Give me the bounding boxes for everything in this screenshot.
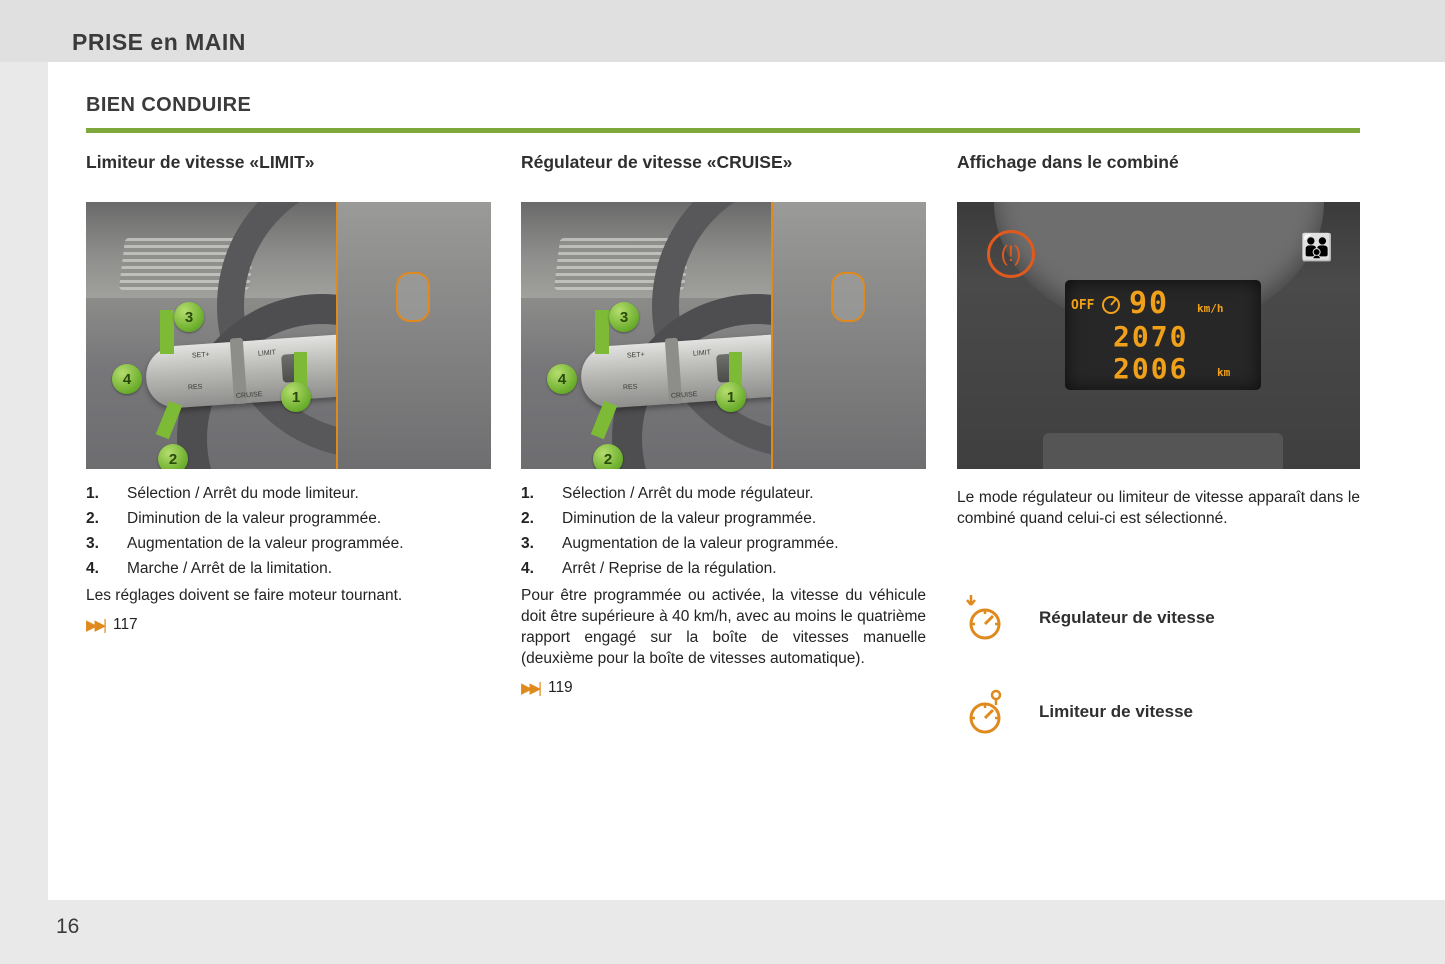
limiter-steps <box>86 483 491 579</box>
limiter-paragraph: Les réglages doivent se faire moteur tournant. <box>86 587 403 604</box>
cruise-steps <box>521 483 926 579</box>
page-header-title: PRISE en MAIN <box>72 29 246 55</box>
stalk-label-limit: LIMIT <box>692 349 712 358</box>
stalk-label-limit: LIMIT <box>257 349 277 358</box>
steering-knob-highlight <box>831 272 865 322</box>
limiter-page-reference-number: 117 <box>112 616 138 633</box>
step-text: Diminution de la valeur programmée. <box>127 510 382 527</box>
lcd-display <box>1065 280 1261 390</box>
limiter-heading: Limiteur de vitesse «LIMIT» <box>86 152 315 172</box>
stalk-label-res: RES <box>187 383 203 392</box>
limiter-page-reference[interactable] <box>86 616 491 634</box>
step-number: 1. <box>86 485 99 502</box>
list-item <box>521 508 926 529</box>
list-item <box>86 558 491 579</box>
callout-3: 3 <box>174 302 204 332</box>
lcd-speed-value: 90 <box>1129 286 1170 321</box>
list-item <box>86 508 491 529</box>
stalk-label-cruise: CRUISE <box>235 391 263 400</box>
speed-limiter-gauge-icon <box>1099 292 1123 314</box>
callout-1: 1 <box>716 382 746 412</box>
cruise-paragraph: Pour être programmée ou activée, la vitesse du véhicule doit être supérieure à 40 km/h, avec au moins le quatrième rapport engagé sur la boîte de vitesses manuelle (deuxième pour la boîte de vitesses automatique). <box>521 587 926 667</box>
arrow-down-3 <box>160 310 174 354</box>
step-text: Arrêt / Reprise de la régulation. <box>562 560 777 577</box>
seatbelt-warning-icon: 👪 <box>1300 231 1334 262</box>
lcd-odometer-value: 2006 <box>1113 352 1189 385</box>
page-ref-arrow-icon: ▶▶| <box>521 680 539 697</box>
page-number: 16 <box>56 915 80 938</box>
step-number: 4. <box>521 560 534 577</box>
cruise-heading: Régulateur de vitesse «CRUISE» <box>521 152 793 172</box>
lcd-mode-off: OFF <box>1071 298 1095 313</box>
cruise-inset <box>771 202 926 469</box>
stalk-label-set: SET+ <box>191 351 210 360</box>
step-number: 4. <box>86 560 99 577</box>
section-title: BIEN CONDUIRE <box>86 94 252 116</box>
list-item <box>86 483 491 504</box>
display-heading: Affichage dans le combiné <box>957 152 1179 172</box>
cruise-page-reference[interactable] <box>521 679 926 697</box>
step-number: 3. <box>86 535 99 552</box>
page-header <box>0 0 1445 62</box>
callout-4: 4 <box>112 364 142 394</box>
lcd-trip-value: 2070 <box>1113 320 1189 353</box>
instrument-cluster-figure <box>957 202 1360 469</box>
limiter-inset <box>336 202 491 469</box>
page-ref-arrow-icon: ▶▶| <box>86 617 104 634</box>
legend-item-limiter <box>957 685 1360 739</box>
step-text: Augmentation de la valeur programmée. <box>562 535 839 552</box>
list-item <box>86 533 491 554</box>
step-text: Augmentation de la valeur programmée. <box>127 535 404 552</box>
callout-1: 1 <box>281 382 311 412</box>
callout-4: 4 <box>547 364 577 394</box>
cruise-figure <box>521 202 926 469</box>
cruise-page-reference-number: 119 <box>547 679 573 696</box>
list-item <box>521 533 926 554</box>
legend-label-limiter: Limiteur de vitesse <box>1039 702 1194 721</box>
callout-2: 2 <box>593 444 623 469</box>
speed-limiter-icon <box>957 685 1017 739</box>
column-cruise <box>521 150 926 697</box>
stalk-label-cruise: CRUISE <box>670 391 698 400</box>
step-text: Sélection / Arrêt du mode limiteur. <box>127 485 359 502</box>
callout-2: 2 <box>158 444 188 469</box>
step-number: 3. <box>521 535 534 552</box>
legend-item-cruise <box>957 591 1360 645</box>
list-item <box>521 483 926 504</box>
steering-knob-highlight <box>396 272 430 322</box>
limiter-figure <box>86 202 491 469</box>
lcd-odometer-unit: km <box>1217 366 1231 379</box>
lcd-speed-unit: km/h <box>1197 302 1224 315</box>
section-divider <box>86 128 1360 133</box>
brake-warning-icon: (!) <box>987 230 1035 278</box>
stalk-label-res: RES <box>622 383 638 392</box>
column-display <box>957 150 1360 739</box>
cruise-control-icon <box>957 591 1017 645</box>
callout-3: 3 <box>609 302 639 332</box>
legend-label-cruise: Régulateur de vitesse <box>1039 608 1215 627</box>
list-item <box>521 558 926 579</box>
step-text: Sélection / Arrêt du mode régulateur. <box>562 485 814 502</box>
arrow-down-3 <box>595 310 609 354</box>
step-text: Diminution de la valeur programmée. <box>562 510 817 527</box>
column-limiter <box>86 150 491 634</box>
step-number: 2. <box>521 510 534 527</box>
stalk-label-set: SET+ <box>626 351 645 360</box>
step-number: 1. <box>521 485 534 502</box>
step-number: 2. <box>86 510 99 527</box>
display-paragraph: Le mode régulateur ou limiteur de vitesse apparaît dans le combiné quand celui-ci est sélectionné. <box>957 489 1360 527</box>
step-text: Marche / Arrêt de la limitation. <box>127 560 333 577</box>
